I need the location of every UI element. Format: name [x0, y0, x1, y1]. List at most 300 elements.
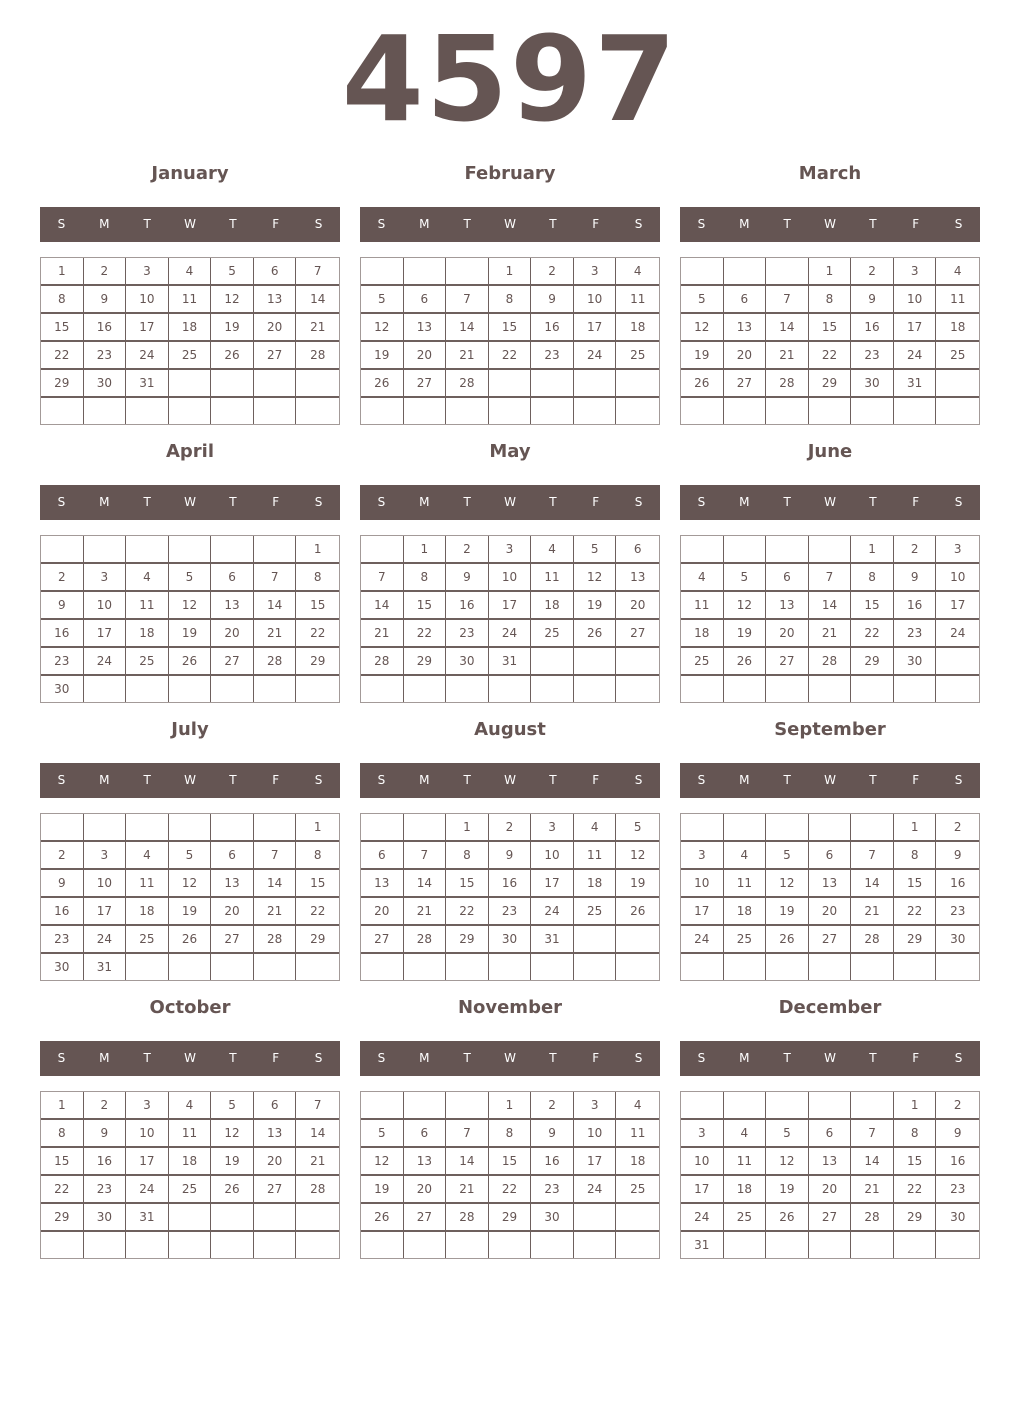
day-cell: 15 [894, 1148, 937, 1176]
day-cell [681, 398, 724, 424]
day-cell [936, 370, 979, 398]
day-cell: 29 [446, 926, 489, 954]
weekday-label: W [184, 217, 196, 231]
day-cell [766, 398, 809, 424]
day-cell: 2 [936, 1092, 979, 1120]
day-cell: 16 [851, 314, 894, 342]
day-cell: 21 [446, 342, 489, 370]
day-cell: 17 [531, 870, 574, 898]
day-cell: 22 [446, 898, 489, 926]
day-cell: 29 [851, 648, 894, 676]
day-cell: 4 [616, 1092, 659, 1120]
day-cell: 7 [404, 842, 447, 870]
day-cell: 4 [616, 258, 659, 286]
day-cell [574, 1204, 617, 1232]
weekday-label: T [143, 495, 151, 509]
day-cell: 25 [169, 1176, 212, 1204]
weekday-label: T [463, 773, 471, 787]
day-cell: 22 [894, 1176, 937, 1204]
weekday-label: T [143, 217, 151, 231]
day-cell: 18 [574, 870, 617, 898]
day-cell: 27 [809, 1204, 852, 1232]
day-cell: 3 [84, 842, 127, 870]
day-cell [446, 954, 489, 980]
day-cell: 12 [766, 1148, 809, 1176]
day-cell: 5 [211, 1092, 254, 1120]
day-cell [296, 398, 339, 424]
weekday-label: T [549, 773, 557, 787]
weekday-label: T [549, 1051, 557, 1065]
day-cell [936, 648, 979, 676]
day-cell: 22 [41, 1176, 84, 1204]
weekday-label: W [824, 773, 836, 787]
day-cell: 13 [211, 870, 254, 898]
day-cell: 16 [41, 898, 84, 926]
day-cell: 2 [446, 536, 489, 564]
day-cell: 26 [616, 898, 659, 926]
weekday-label: W [504, 1051, 516, 1065]
weekday-label: M [419, 495, 430, 509]
day-cell [126, 398, 169, 424]
day-cell: 15 [809, 314, 852, 342]
weekday-label: S [377, 217, 386, 231]
weekday-label: W [504, 773, 516, 787]
weekday-label: M [739, 217, 750, 231]
day-cell: 5 [361, 286, 404, 314]
day-cell: 28 [296, 1176, 339, 1204]
weekday-label: M [99, 1051, 110, 1065]
day-cell: 3 [894, 258, 937, 286]
day-cell: 22 [851, 620, 894, 648]
day-cell: 16 [41, 620, 84, 648]
weekday-label: S [377, 773, 386, 787]
day-cell: 5 [169, 842, 212, 870]
day-cell: 17 [84, 620, 127, 648]
day-cell: 16 [446, 592, 489, 620]
day-cell: 17 [574, 314, 617, 342]
day-cell: 13 [724, 314, 767, 342]
day-cell: 11 [616, 1120, 659, 1148]
day-cell [296, 676, 339, 702]
weekday-header [40, 1041, 340, 1076]
day-cell: 8 [489, 286, 532, 314]
day-cell: 11 [724, 870, 767, 898]
day-grid [680, 813, 980, 981]
day-cell [851, 398, 894, 424]
weekday-label: F [592, 773, 600, 787]
day-cell: 24 [489, 620, 532, 648]
day-cell [169, 954, 212, 980]
day-cell [894, 954, 937, 980]
day-cell: 23 [489, 898, 532, 926]
day-cell: 22 [809, 342, 852, 370]
day-cell [851, 954, 894, 980]
weekday-label: S [954, 217, 963, 231]
day-cell: 6 [616, 536, 659, 564]
day-cell: 30 [489, 926, 532, 954]
weekday-label: S [57, 217, 66, 231]
day-cell [361, 954, 404, 980]
day-cell [446, 676, 489, 702]
day-cell: 17 [681, 1176, 724, 1204]
day-cell: 11 [616, 286, 659, 314]
day-cell: 2 [531, 258, 574, 286]
day-cell [84, 536, 127, 564]
month-april [40, 440, 340, 710]
day-cell [809, 536, 852, 564]
day-cell: 14 [851, 1148, 894, 1176]
day-cell: 28 [851, 926, 894, 954]
day-cell: 18 [724, 1176, 767, 1204]
day-cell: 24 [84, 926, 127, 954]
day-cell: 25 [724, 926, 767, 954]
day-cell: 13 [254, 286, 297, 314]
day-cell [766, 676, 809, 702]
weekday-label: M [419, 1051, 430, 1065]
day-cell: 11 [724, 1148, 767, 1176]
month-title: September [774, 719, 886, 740]
day-cell: 7 [851, 1120, 894, 1148]
day-cell [254, 1232, 297, 1258]
day-cell: 9 [84, 1120, 127, 1148]
weekday-label: T [869, 495, 877, 509]
day-grid [40, 1091, 340, 1259]
day-cell: 20 [211, 620, 254, 648]
day-cell [126, 814, 169, 842]
day-cell: 26 [169, 926, 212, 954]
day-cell: 3 [126, 1092, 169, 1120]
day-cell: 28 [254, 648, 297, 676]
day-cell: 20 [254, 314, 297, 342]
day-cell: 30 [936, 926, 979, 954]
day-cell: 6 [361, 842, 404, 870]
day-cell: 23 [41, 648, 84, 676]
day-cell: 21 [254, 898, 297, 926]
weekday-label: T [783, 217, 791, 231]
day-cell: 29 [296, 926, 339, 954]
day-cell: 31 [531, 926, 574, 954]
day-cell: 21 [851, 898, 894, 926]
day-cell [531, 648, 574, 676]
day-cell [296, 1204, 339, 1232]
day-cell: 22 [489, 342, 532, 370]
day-cell: 23 [41, 926, 84, 954]
day-grid [360, 257, 660, 425]
day-cell: 15 [894, 870, 937, 898]
weekday-label: F [272, 495, 280, 509]
day-cell: 9 [84, 286, 127, 314]
day-cell: 10 [936, 564, 979, 592]
day-cell: 1 [41, 1092, 84, 1120]
day-cell: 8 [809, 286, 852, 314]
day-cell: 23 [936, 898, 979, 926]
day-cell: 14 [851, 870, 894, 898]
day-cell: 29 [41, 370, 84, 398]
day-cell: 24 [894, 342, 937, 370]
month-title: February [464, 163, 556, 184]
day-cell: 30 [936, 1204, 979, 1232]
day-cell: 21 [254, 620, 297, 648]
day-cell [404, 258, 447, 286]
weekday-label: T [549, 217, 557, 231]
day-cell: 23 [851, 342, 894, 370]
day-cell: 14 [446, 1148, 489, 1176]
day-cell: 25 [574, 898, 617, 926]
day-cell: 6 [211, 842, 254, 870]
day-cell: 29 [894, 926, 937, 954]
day-cell: 15 [446, 870, 489, 898]
day-cell [84, 1232, 127, 1258]
day-cell: 20 [404, 1176, 447, 1204]
day-cell: 17 [574, 1148, 617, 1176]
weekday-label: F [592, 1051, 600, 1065]
day-grid [360, 535, 660, 703]
day-cell: 29 [809, 370, 852, 398]
day-cell: 24 [531, 898, 574, 926]
day-cell: 25 [169, 342, 212, 370]
day-cell [681, 814, 724, 842]
weekday-label: T [783, 495, 791, 509]
day-cell: 15 [41, 1148, 84, 1176]
day-cell: 31 [489, 648, 532, 676]
day-cell: 26 [574, 620, 617, 648]
day-cell: 13 [809, 870, 852, 898]
day-grid [40, 813, 340, 981]
day-cell [616, 926, 659, 954]
day-cell [936, 676, 979, 702]
day-cell: 27 [616, 620, 659, 648]
day-cell: 25 [616, 342, 659, 370]
day-cell [809, 676, 852, 702]
day-cell: 6 [809, 842, 852, 870]
weekday-label: F [272, 773, 280, 787]
day-cell: 3 [574, 1092, 617, 1120]
day-cell: 14 [254, 870, 297, 898]
day-cell [574, 676, 617, 702]
day-cell [894, 398, 937, 424]
weekday-label: T [549, 495, 557, 509]
day-cell [41, 814, 84, 842]
day-cell: 21 [766, 342, 809, 370]
day-cell [169, 676, 212, 702]
weekday-label: T [463, 495, 471, 509]
day-cell: 2 [936, 814, 979, 842]
day-cell: 8 [894, 1120, 937, 1148]
weekday-label: F [912, 495, 920, 509]
day-cell [851, 676, 894, 702]
day-cell [616, 1204, 659, 1232]
day-cell [296, 1232, 339, 1258]
day-cell [616, 648, 659, 676]
day-cell: 12 [211, 286, 254, 314]
day-cell [724, 814, 767, 842]
weekday-header [360, 1041, 660, 1076]
day-cell: 25 [531, 620, 574, 648]
month-title: April [165, 441, 215, 462]
weekday-label: S [697, 773, 706, 787]
day-cell [211, 536, 254, 564]
year-title: 4597 [341, 10, 679, 148]
day-cell: 6 [404, 1120, 447, 1148]
weekday-label: M [99, 773, 110, 787]
day-cell [41, 536, 84, 564]
day-cell: 27 [404, 1204, 447, 1232]
month-title: December [778, 997, 882, 1018]
weekday-label: S [57, 1051, 66, 1065]
day-cell: 29 [404, 648, 447, 676]
day-cell: 2 [84, 258, 127, 286]
day-cell: 31 [84, 954, 127, 980]
day-cell: 4 [126, 842, 169, 870]
weekday-label: S [377, 495, 386, 509]
day-cell: 19 [361, 342, 404, 370]
weekday-label: T [869, 773, 877, 787]
day-cell [531, 676, 574, 702]
day-cell: 19 [724, 620, 767, 648]
day-cell [361, 676, 404, 702]
day-cell: 26 [211, 1176, 254, 1204]
day-cell: 8 [296, 842, 339, 870]
day-cell [41, 1232, 84, 1258]
weekday-label: W [504, 495, 516, 509]
day-cell: 20 [254, 1148, 297, 1176]
month-title: November [457, 997, 563, 1018]
day-cell: 10 [894, 286, 937, 314]
day-cell: 3 [936, 536, 979, 564]
day-cell: 28 [254, 926, 297, 954]
day-cell [489, 1232, 532, 1258]
day-cell: 19 [574, 592, 617, 620]
day-cell: 26 [766, 1204, 809, 1232]
day-grid [360, 1091, 660, 1259]
day-cell [254, 814, 297, 842]
weekday-label: F [272, 217, 280, 231]
day-cell: 29 [489, 1204, 532, 1232]
day-cell: 20 [361, 898, 404, 926]
day-cell: 18 [531, 592, 574, 620]
month-title: July [171, 719, 209, 740]
day-cell: 3 [574, 258, 617, 286]
weekday-label: M [419, 773, 430, 787]
day-cell [41, 398, 84, 424]
day-cell: 9 [41, 870, 84, 898]
weekday-label: S [634, 1051, 643, 1065]
day-cell: 18 [616, 314, 659, 342]
month-december [680, 996, 980, 1266]
day-cell: 10 [681, 870, 724, 898]
day-cell: 30 [446, 648, 489, 676]
day-cell [681, 1092, 724, 1120]
weekday-label: S [697, 495, 706, 509]
day-cell: 30 [894, 648, 937, 676]
day-cell: 14 [361, 592, 404, 620]
day-cell: 18 [169, 314, 212, 342]
day-cell [574, 648, 617, 676]
day-cell: 16 [531, 1148, 574, 1176]
day-cell: 13 [254, 1120, 297, 1148]
day-cell: 20 [766, 620, 809, 648]
day-cell [616, 676, 659, 702]
day-cell: 5 [169, 564, 212, 592]
day-cell: 22 [404, 620, 447, 648]
day-cell: 7 [766, 286, 809, 314]
weekday-label: S [634, 495, 643, 509]
weekday-label: T [783, 1051, 791, 1065]
weekday-header [40, 763, 340, 798]
weekday-label: T [463, 1051, 471, 1065]
weekday-label: S [57, 773, 66, 787]
weekday-label: S [634, 217, 643, 231]
month-november [360, 996, 660, 1266]
day-cell: 27 [254, 342, 297, 370]
day-cell: 3 [681, 1120, 724, 1148]
day-cell: 6 [211, 564, 254, 592]
weekday-label: W [824, 1051, 836, 1065]
day-cell: 9 [936, 1120, 979, 1148]
day-cell [254, 676, 297, 702]
day-cell: 2 [489, 814, 532, 842]
day-cell [404, 676, 447, 702]
day-cell [809, 954, 852, 980]
weekday-header [680, 207, 980, 242]
day-cell: 23 [531, 342, 574, 370]
day-cell [361, 814, 404, 842]
day-cell: 26 [361, 370, 404, 398]
day-cell: 21 [446, 1176, 489, 1204]
day-cell: 21 [851, 1176, 894, 1204]
day-cell [616, 370, 659, 398]
weekday-label: W [184, 1051, 196, 1065]
weekday-label: S [954, 495, 963, 509]
day-cell: 11 [126, 592, 169, 620]
day-cell: 3 [84, 564, 127, 592]
day-cell [724, 398, 767, 424]
day-cell: 31 [681, 1232, 724, 1258]
day-cell [809, 1232, 852, 1258]
day-cell: 13 [211, 592, 254, 620]
day-cell: 4 [126, 564, 169, 592]
day-cell: 16 [489, 870, 532, 898]
weekday-header [680, 1041, 980, 1076]
weekday-label: M [739, 773, 750, 787]
day-cell: 17 [894, 314, 937, 342]
day-cell: 11 [126, 870, 169, 898]
day-cell: 10 [681, 1148, 724, 1176]
day-cell [211, 1232, 254, 1258]
day-cell: 15 [296, 592, 339, 620]
day-cell: 4 [531, 536, 574, 564]
day-cell: 24 [574, 1176, 617, 1204]
weekday-label: M [419, 217, 430, 231]
day-cell [211, 370, 254, 398]
day-cell: 10 [84, 592, 127, 620]
weekday-label: T [229, 217, 237, 231]
day-cell: 27 [211, 926, 254, 954]
day-cell: 2 [41, 842, 84, 870]
day-cell: 29 [41, 1204, 84, 1232]
day-cell: 1 [894, 814, 937, 842]
day-cell [361, 1092, 404, 1120]
weekday-label: T [869, 217, 877, 231]
day-cell: 28 [296, 342, 339, 370]
day-cell: 27 [809, 926, 852, 954]
day-cell: 3 [681, 842, 724, 870]
day-cell [169, 536, 212, 564]
day-cell: 26 [766, 926, 809, 954]
day-cell: 13 [809, 1148, 852, 1176]
day-cell: 5 [681, 286, 724, 314]
month-july [40, 718, 340, 988]
